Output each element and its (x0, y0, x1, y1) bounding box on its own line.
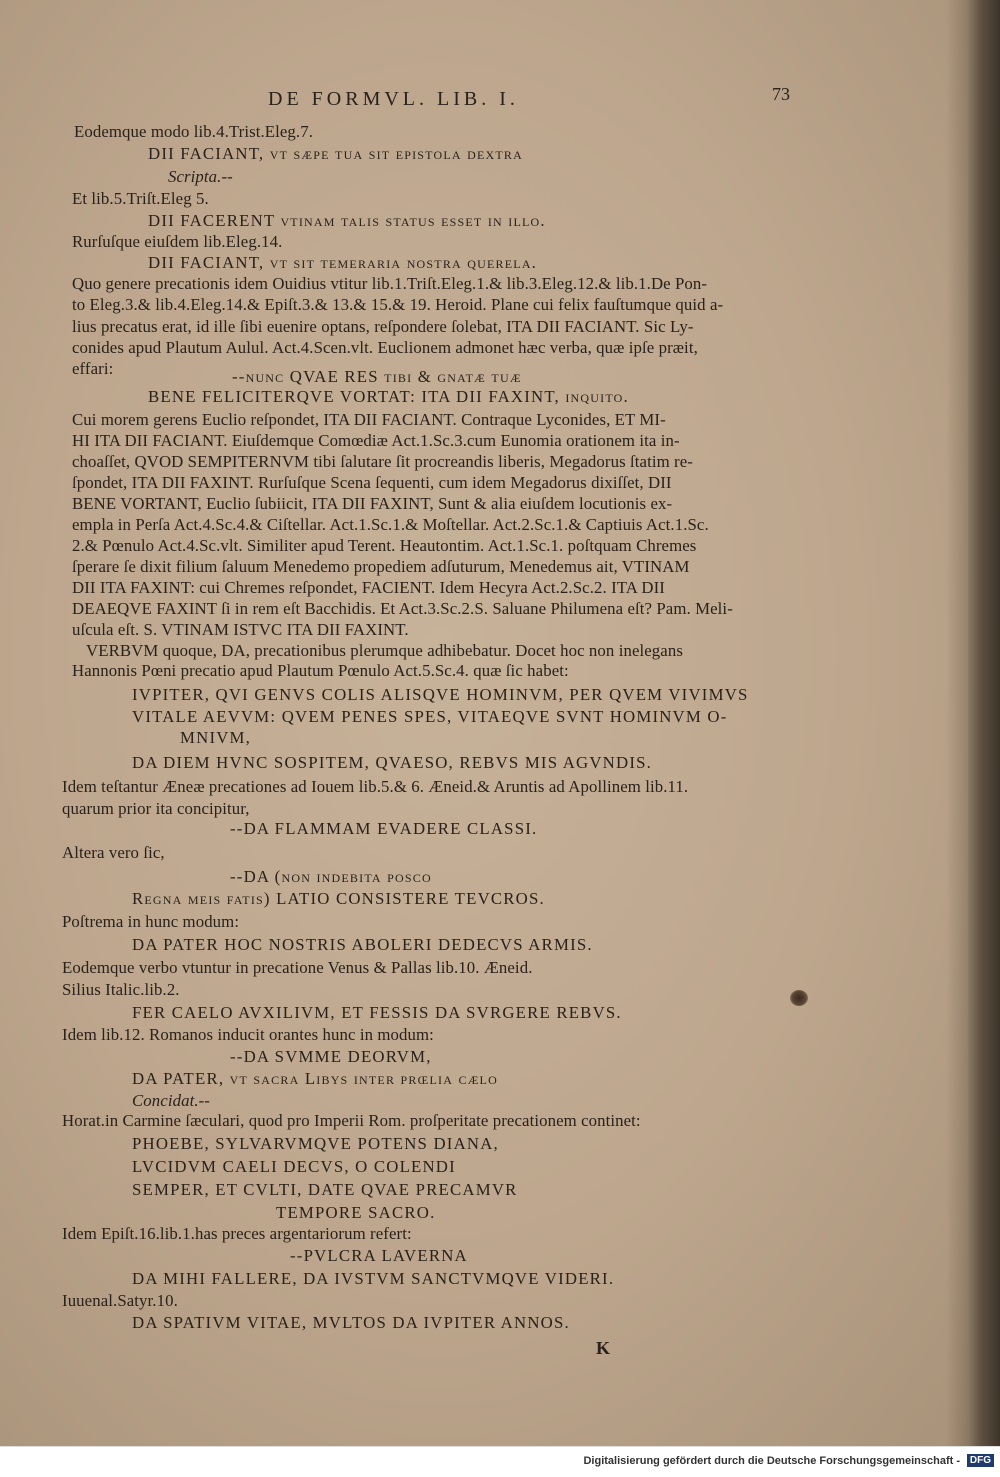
text-line: Poſtrema in hunc modum: (62, 912, 240, 931)
verse-line: MNIVM, (180, 728, 252, 747)
text-line: Et lib.5.Triſt.Eleg 5. (72, 189, 209, 208)
text-line: Rurſuſque eiuſdem lib.Eleg.14. (72, 232, 283, 251)
verse-line: FER CAELO AVXILIVM, ET FESSIS DA SVRGERE REBVS. (132, 1003, 622, 1022)
verse-line: --PVLCRA LAVERNA (290, 1246, 468, 1265)
verse-line: VITALE AEVVM: QVEM PENES SPES, VITAEQVE SVNT HOMINVM O- (132, 707, 728, 726)
verse-line: Regna meis fatis) LATIO CONSISTERE TEVCROS. (132, 889, 545, 908)
verse-line: SEMPER, ET CVLTI, DATE QVAE PRECAMVR (132, 1180, 518, 1199)
text-line: ſperare ſe dixit filium ſaluum Menedemo propediem adſuturum, Menedemus ait, VTINAM (72, 557, 690, 576)
text-line: Silius Italic.lib.2. (62, 980, 180, 999)
verse-line: Scripta.-- (168, 167, 233, 186)
text-line: effari: (72, 359, 114, 378)
text-line: Hannonis Pœni precatio apud Plautum Pœnulo Act.5.Sc.4. quæ ſic habet: (72, 661, 569, 680)
book-gutter (968, 0, 1000, 1446)
verse-line: DA PATER, vt ſacra Libys inter prœlia cælo (132, 1069, 498, 1088)
verse-line: DA PATER HOC NOSTRIS ABOLERI DEDECVS ARMIS. (132, 935, 593, 954)
text-line: DII ITA FAXINT: cui Chremes reſpondet, FACIENT. Idem Hecyra Act.2.Sc.2. ITA DII (72, 578, 665, 597)
text-line: lius precatus erat, id ille ſibi euenire optans, reſpondere ſolebat, ITA DII FACIANT. Sic Ly- (72, 317, 694, 336)
text-line: quarum prior ita concipitur, (62, 799, 250, 818)
verse-line: DA SPATIVM VITAE, MVLTOS DA IVPITER ANNOS. (132, 1313, 570, 1332)
verse-line: --nunc QVAE RES tibi & gnatæ tuæ (232, 367, 522, 386)
verse-line: DII FACIANT, vt ſæpe tua ſit epiſtola dextra (148, 144, 524, 163)
verse-line: DII FACERENT vtinam talis ſtatus eſſet in illo. (148, 211, 546, 230)
verse-line: DII FACIANT, vt ſit temeraria noſtra querela. (148, 253, 538, 272)
verse-line: BENE FELICITERQVE VORTAT: ITA DII FAXINT, inquito. (148, 387, 629, 406)
text-line: Eodemque verbo vtuntur in precatione Venus & Pallas lib.10. Æneid. (62, 958, 533, 977)
text-line: Cui morem gerens Euclio reſpondet, ITA DII FACIANT. Contraque Lyconides, ET MI- (72, 410, 666, 429)
text-line: Eodemque modo lib.4.Trist.Eleg.7. (74, 122, 314, 141)
text-line: VERBVM quoque, DA, precationibus plerumque adhibebatur. Docet hoc non inelegans (86, 641, 683, 660)
verse-line: IVPITER, QVI GENVS COLIS ALISQVE HOMINVM, PER QVEM VIVIMVS (132, 685, 749, 704)
signature-mark: K (596, 1338, 611, 1358)
text-line: conides apud Plautum Aulul. Act.4.Scen.vlt. Euclionem admonet hæc verba, quæ ipſe præit, (72, 338, 698, 357)
ink-stain (790, 990, 808, 1006)
text-line: Idem Epiſt.16.lib.1.has preces argentariorum refert: (62, 1224, 412, 1243)
verse-line: TEMPORE SACRO. (276, 1203, 436, 1222)
verse-line: --DA FLAMMAM EVADERE CLASSI. (230, 819, 538, 838)
text-line: BENE VORTANT, Euclio ſubiicit, ITA DII FAXINT, Sunt & alia eiuſdem locutionis ex- (72, 494, 673, 513)
text-line: to Eleg.3.& lib.4.Eleg.14.& Epiſt.3.& 13.& 15.& 19. Heroid. Plane cui felix fauſtumque quid a- (72, 295, 724, 314)
running-head: DE FORMVL. LIB. I. (268, 88, 519, 110)
dfg-logo: DFG (967, 1454, 994, 1467)
text-line: DEAEQVE FAXINT ſi in rem eſt Bacchidis. Et Act.3.Sc.2.S. Saluane Philumena eſt? Pam. Meli- (72, 599, 733, 618)
text-line: Idem lib.12. Romanos inducit orantes hunc in modum: (62, 1025, 434, 1044)
text-line: HI ITA DII FACIANT. Eiuſdemque Comœdiæ Act.1.Sc.3.cum Eunomia orationem ita in- (72, 431, 680, 450)
verse-line: DA MIHI FALLERE, DA IVSTVM SANCTVMQVE VIDERI. (132, 1269, 615, 1288)
verse-line: PHOEBE, SYLVARVMQVE POTENS DIANA, (132, 1134, 499, 1153)
text-line: Horat.in Carmine ſæculari, quod pro Imperii Rom. proſperitate precationem continet: (62, 1111, 641, 1130)
verse-line: DA DIEM HVNC SOSPITEM, QVAESO, REBVS MIS AGVNDIS. (132, 753, 653, 772)
text-line: uſcula eſt. S. VTINAM ISTVC ITA DII FAXINT. (72, 620, 409, 639)
text-line: 2.& Pœnulo Act.4.Sc.vlt. Similiter apud Terent. Heautontim. Act.1.Sc.1. poſtquam Chremes (72, 536, 697, 555)
text-line: ſpondet, ITA DII FAXINT. Rurſuſque Scena ſequenti, cum idem Megadorus dixiſſet, DII (72, 473, 672, 492)
verse-line: Concidat.-- (132, 1091, 211, 1110)
text-line: Quo genere precationis idem Ouidius vtitur lib.1.Triſt.Eleg.1.& lib.3.Eleg.12.& lib.1.De Pon- (72, 274, 708, 293)
footer-bar (0, 1446, 1000, 1477)
funding-notice: Digitalisierung gefördert durch die Deutsche Forschungsgemeinschaft - (583, 1455, 960, 1467)
text-line: Idem teſtantur Æneæ precationes ad Iouem lib.5.& 6. Æneid.& Aruntis ad Apollinem lib.11. (62, 777, 689, 796)
text-line: Iuuenal.Satyr.10. (62, 1291, 178, 1310)
verse-line: --DA (non indebita poſco (230, 867, 432, 886)
verse-line: --DA SVMME DEORVM, (230, 1047, 432, 1066)
text-line: empla in Perſa Act.4.Sc.4.& Ciſtellar. Act.1.Sc.1.& Moſtellar. Act.2.Sc.1.& Captiuis Act.1.Sc. (72, 515, 709, 534)
text-line: choaſſet, QVOD SEMPITERNVM tibi ſalutare ſit procreandis liberis, Megadorus ſtatim re- (72, 452, 693, 471)
page-number: 73 (772, 84, 790, 104)
verse-line: LVCIDVM CAELI DECVS, O COLENDI (132, 1157, 456, 1176)
text-line: Altera vero ſic, (62, 843, 165, 862)
